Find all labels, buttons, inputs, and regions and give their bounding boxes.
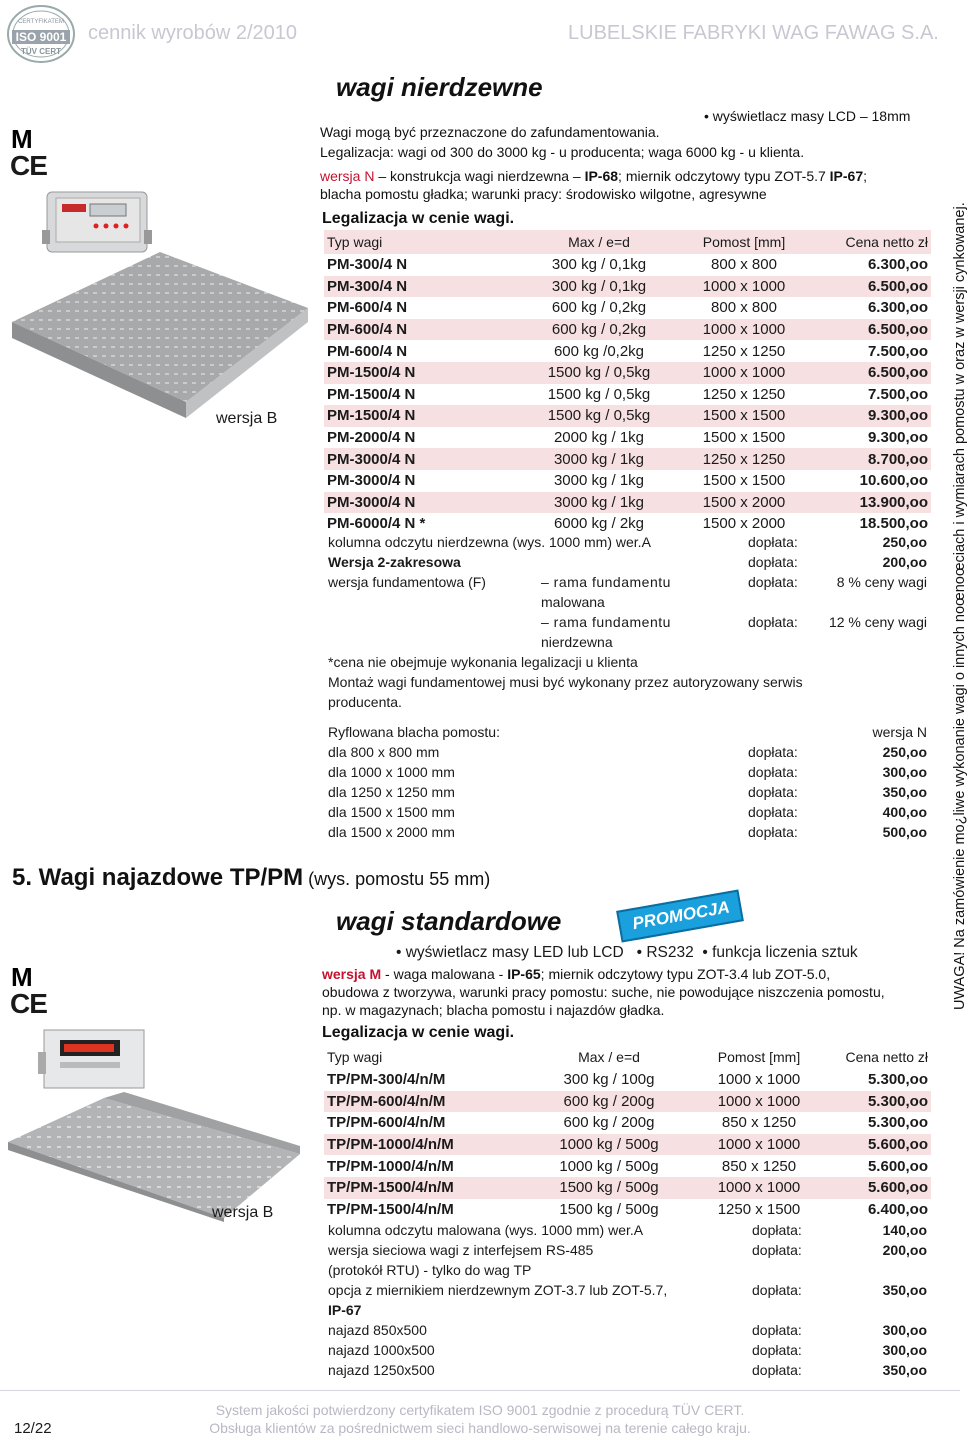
section2-heading [12,864,490,892]
ryf-dop: dopłata: [748,804,798,820]
extra-price: 350,oo [882,1282,927,1298]
cell-max: 6000 kg / 2kg [553,515,645,533]
cell-price: 5.300,oo [867,1114,928,1132]
fund-label: wersja fundamentowa (F) [328,574,486,590]
image2-label: wersja B [212,1204,274,1221]
ryf-dop: dopłata: [748,784,798,800]
cell-platform: 1250 x 1250 [702,385,786,403]
ryf-dop: dopłata: [748,744,798,760]
iso-logo-tuv: TÜV CERT [21,47,61,56]
ip67-label: IP-67 [829,168,864,184]
image1-label: wersja B [216,410,278,427]
table-row [324,1069,931,1091]
col-max-header-2: Max / e=d [578,1049,640,1065]
version-m-label: wersja M [322,966,382,982]
extra-dop: dopłata: [752,1282,802,1298]
extra-label: najazd 1000x500 [328,1342,435,1358]
drive-on-scale-image [4,1022,310,1222]
ce-mark: CE [10,150,47,181]
cell-max: 1500 kg / 500g [559,1200,659,1218]
bullet-1: wyświetlacz masy LED lub LCD [405,944,624,961]
cell-type: TP/PM-600/4/n/M [324,1091,524,1113]
cell-max: 1500 kg / 0,5kg [524,362,674,384]
ryf-col: wersja N [872,724,927,740]
m-mark: M [11,124,33,154]
section1-price-table [324,230,931,535]
extra-label: (protokół RTU) - tylko do wag TP [328,1262,532,1278]
col-price-header: Cena netto zł [814,230,931,254]
cell-price: 18.500,oo [859,515,928,533]
cell-price: 7.500,oo [867,385,928,403]
section1-desc-line2: blacha pomostu gładka; warunki pracy: środowisko wilgotne, agresywne [320,186,767,202]
extra-label: wersja sieciowa wagi z interfejsem RS-485 [328,1242,594,1258]
table-row [324,254,931,276]
cell-platform: 1500 x 1500 [674,405,814,427]
fund2-a: – rama fundamentu [541,614,671,630]
cell-platform: 1250 x 1250 [702,342,786,360]
cell-max: 600 kg / 0,2kg [551,299,647,317]
note1: *cena nie obejmuje wykonania legalizacji u klienta [328,654,638,670]
cell-type: PM-6000/4 N * [327,515,426,533]
extra-price: 140,oo [882,1222,927,1238]
fund1-val: 8 % ceny wagi [836,574,927,590]
table-row [324,405,931,427]
iso-certificate-logo [6,4,76,64]
extra2-label: Wersja 2-zakresowa [328,554,461,570]
extra-dop: dopłata: [752,1222,802,1238]
cell-platform: 850 x 1250 [721,1114,797,1132]
section2-desc-line2: obudowa z tworzywa, warunki pracy pomostu: suche, nie powodujące niszczenia pomostu, [322,984,885,1000]
table-row [324,1134,931,1156]
cell-platform: 800 x 800 [711,256,777,274]
extra2-dop: dopłata: [748,554,798,570]
table-row [324,340,931,362]
cell-max: 3000 kg / 1kg [524,448,674,470]
section1-line1: Wagi mogą być przeznaczone do zafundamentowania. [320,124,660,140]
cell-platform: 1500 x 1500 [702,429,786,447]
cell-max: 600 kg / 200g [563,1114,655,1132]
table-row [324,297,931,319]
cell-max: 1500 kg / 500g [524,1177,694,1199]
fund2-b: nierdzewna [541,634,613,650]
cell-price: 10.600,oo [859,472,928,490]
page-number: 12/22 [14,1420,52,1437]
ryf-price: 300,oo [882,764,927,780]
cell-platform: 1500 x 1500 [702,472,786,490]
section2-heading-sub: (wys. pomostu 55 mm) [303,869,491,889]
ce-mark-2: CE [10,988,47,1019]
cell-max: 300 kg / 0,1kg [551,256,647,274]
ryf-price: 400,oo [882,804,927,820]
col-type-header: Typ wagi [324,230,524,254]
promo-badge: PROMOCJA [616,889,744,942]
cell-max: 1000 kg / 500g [524,1134,694,1156]
table-row [324,492,931,514]
extra-label: najazd 1250x500 [328,1362,435,1378]
table-row [324,1177,931,1199]
note2: Montaż wagi fundamentowej musi być wykonany przez autoryzowany serwis [328,674,803,690]
extra-price: 300,oo [882,1342,927,1358]
cell-price: 6.500,oo [814,362,931,384]
cell-price: 5.600,oo [824,1177,931,1199]
cell-price: 9.300,oo [814,405,931,427]
section2-legalizacja: Legalizacja w cenie wagi. [322,1024,515,1041]
cell-max: 300 kg / 0,1kg [524,276,674,298]
note3: producenta. [328,694,402,710]
ryf-price: 350,oo [882,784,927,800]
ryf-dop: dopłata: [748,764,798,780]
stainless-scale-image [10,190,310,420]
section2-desc-line3: np. w magazynach; blacha pomostu i najazdów gładka. [322,1002,665,1018]
desc-part: ; miernik odczytowy typu ZOT-3.4 lub ZOT-5.0, [540,966,831,982]
ryf-size: dla 800 x 800 mm [328,744,440,760]
section1-title: wagi nierdzewne [336,72,543,102]
cell-max: 1000 kg / 500g [559,1157,659,1175]
cell-max: 600 kg / 200g [524,1091,694,1113]
cell-price: 6.400,oo [867,1200,928,1218]
table-row [324,470,931,492]
footer-divider [0,1390,960,1391]
side-note: UWAGA! Na zamówienie mo¿liwe wykonanie wagi o innych noœnoœciach i wymiarach pomostu w oraz w wersji cynkowanej. [952,202,968,1010]
header-right: LUBELSKIE FABRYKI WAG FAWAG S.A. [568,22,939,44]
fund2-dop: dopłata: [748,614,798,630]
table-row [324,276,931,298]
cell-platform: 1000 x 1000 [674,319,814,341]
cell-platform: 1000 x 1000 [674,362,814,384]
section1-bullet-text: wyświetlacz masy LCD – 18mm [712,108,911,124]
cell-price: 5.300,oo [824,1091,931,1113]
extra-dop: dopłata: [752,1342,802,1358]
desc-part: ; [863,168,868,184]
cell-price: 7.500,oo [867,342,928,360]
extra1-val: 250,oo [882,534,927,550]
extra-dop: dopłata: [752,1322,802,1338]
cell-type: PM-3000/4 N [327,472,416,490]
ryf-dop: dopłata: [748,824,798,840]
extra-label: najazd 850x500 [328,1322,427,1338]
cell-max: 1500 kg / 0,5kg [547,385,651,403]
cell-max: 1500 kg / 0,5kg [524,405,674,427]
extra-label: IP-67 [328,1302,362,1318]
extra-price: 300,oo [882,1322,927,1338]
cell-type: TP/PM-1000/4/n/M [324,1134,524,1156]
section2-bullets: • wyświetlacz masy LED lub LCD • RS232 • funkcja liczenia sztuk [396,944,858,961]
cell-type: PM-300/4 N [324,276,524,298]
table-row [324,1155,931,1177]
cell-max: 3000 kg / 1kg [524,492,674,514]
cell-platform: 1000 x 1000 [694,1091,824,1113]
section2-title: wagi standardowe [336,906,562,936]
m-mark-2: M [11,962,33,992]
cell-type: TP/PM-1500/4/n/M [324,1177,524,1199]
cell-type: TP/PM-1000/4/n/M [327,1157,454,1175]
cell-price: 6.300,oo [867,299,928,317]
col-platform-header: Pomost [mm] [674,230,814,254]
iso-logo-text: ISO 9001 [15,30,67,44]
header-left: cennik wyrobów 2/2010 [88,22,298,44]
table-row [324,362,931,384]
cell-type: PM-2000/4 N [327,429,416,447]
ryf-price: 500,oo [882,824,927,840]
fund2-val: 12 % ceny wagi [828,614,927,630]
section1-legalizacja: Legalizacja w cenie wagi. [322,210,515,227]
cell-platform: 1000 x 1000 [694,1134,824,1156]
table-row [324,319,931,341]
cell-max: 300 kg / 100g [563,1071,655,1089]
table-row [324,1091,931,1113]
fund1-dop: dopłata: [748,574,798,590]
table-row [324,513,931,535]
cell-platform: 800 x 800 [711,299,777,317]
cell-platform: 1250 x 1250 [674,448,814,470]
cell-max: 600 kg / 0,2kg [524,319,674,341]
cell-max: 600 kg /0,2kg [553,342,645,360]
section1-line2: Legalizacja: wagi od 300 do 3000 kg - u producenta; waga 6000 kg - u klienta. [320,144,805,160]
extra-price: 200,oo [882,1242,927,1258]
cell-type: PM-600/4 N [327,299,408,317]
cell-price: 6.300,oo [867,256,928,274]
cell-platform: 1000 x 1000 [717,1071,801,1089]
cell-price: 5.300,oo [867,1071,928,1089]
extra-label: opcja z miernikiem nierdzewnym ZOT-3.7 lub ZOT-5.7, [328,1282,668,1298]
cell-price: 6.500,oo [814,276,931,298]
extra-dop: dopłata: [752,1362,802,1378]
extra2-val: 200,oo [882,554,927,570]
ryf-size: dla 1000 x 1000 mm [328,764,455,780]
col-type-header-2: Typ wagi [327,1049,383,1065]
col-price-header-2: Cena netto zł [845,1049,928,1065]
footer-line2: Obsługa klientów za pośrednictwem sieci handlowo-serwisowej na terenie całego kraju. [209,1420,751,1436]
cell-type: PM-3000/4 N [324,492,524,514]
table-row [324,448,931,470]
ryf-size: dla 1500 x 1500 mm [328,804,455,820]
desc-part: ; miernik odczytowy typu ZOT-5.7 [618,168,830,184]
cell-platform: 1500 x 2000 [674,492,814,514]
ryf-size: dla 1500 x 2000 mm [328,824,455,840]
cell-platform: 1000 x 1000 [694,1177,824,1199]
section2-desc [322,966,830,982]
table-header [324,230,931,254]
ip65-label: IP-65 [507,966,541,982]
table-row [324,384,931,406]
cell-price: 5.600,oo [824,1134,931,1156]
cell-type: PM-3000/4 N [324,448,524,470]
iso-logo-cert: CERTYFIKATEM [18,19,64,25]
section1-bullet: • wyświetlacz masy LCD – 18mm [704,108,911,124]
section2-heading-main: 5. Wagi najazdowe TP/PM [12,864,304,891]
cell-platform: 850 x 1250 [721,1157,797,1175]
table-row [324,1112,931,1134]
cell-type: PM-600/4 N [327,342,408,360]
desc-part: – konstrukcja wagi nierdzewna – [374,168,585,184]
cell-type: TP/PM-600/4/n/M [327,1114,446,1132]
ip68-label: IP-68 [584,168,619,184]
fund1-b: malowana [541,594,605,610]
version-n-label: wersja N [320,168,375,184]
ryf-title: Ryflowana blacha pomostu: [328,724,500,740]
col-platform-header-2: Pomost [mm] [717,1049,801,1065]
extra1-label: kolumna odczytu nierdzewna (wys. 1000 mm) wer.A [328,534,651,550]
desc-part: - waga malowana - [381,966,508,982]
ryf-price: 250,oo [882,744,927,760]
extra-dop: dopłata: [752,1242,802,1258]
extra1-dop: dopłata: [748,534,798,550]
cell-type: PM-1500/4 N [324,405,524,427]
cell-type: PM-300/4 N [327,256,408,274]
cell-max: 3000 kg / 1kg [553,472,645,490]
col-max-header: Max / e=d [524,230,674,254]
cell-price: 6.500,oo [814,319,931,341]
cell-type: PM-1500/4 N [324,362,524,384]
cell-platform: 1250 x 1500 [717,1200,801,1218]
extra-price: 350,oo [882,1362,927,1378]
footer-line1: System jakości potwierdzony certyfikatem ISO 9001 zgodnie z procedurą TÜV CERT. [215,1402,745,1418]
cell-price: 8.700,oo [814,448,931,470]
cell-type: PM-1500/4 N [327,385,416,403]
cell-type: PM-600/4 N [324,319,524,341]
cell-type: TP/PM-1500/4/n/M [327,1200,454,1218]
table-row [324,1199,931,1221]
cell-price: 9.300,oo [867,429,928,447]
table-header-2 [324,1045,931,1069]
cell-max: 2000 kg / 1kg [553,429,645,447]
section1-desc [320,168,867,184]
cell-platform: 1500 x 2000 [702,515,786,533]
ryf-size: dla 1250 x 1250 mm [328,784,455,800]
cell-platform: 1000 x 1000 [674,276,814,298]
cell-price: 5.600,oo [867,1157,928,1175]
extra-label: kolumna odczytu malowana (wys. 1000 mm) wer.A [328,1222,644,1238]
bullet-3: funkcja liczenia sztuk [712,944,858,961]
bullet-2: RS232 [646,944,694,961]
cell-type: TP/PM-300/4/n/M [327,1071,446,1089]
fund1-a: – rama fundamentu [541,574,671,590]
table-row [324,427,931,449]
cell-price: 13.900,oo [814,492,931,514]
section2-price-table [324,1045,931,1220]
